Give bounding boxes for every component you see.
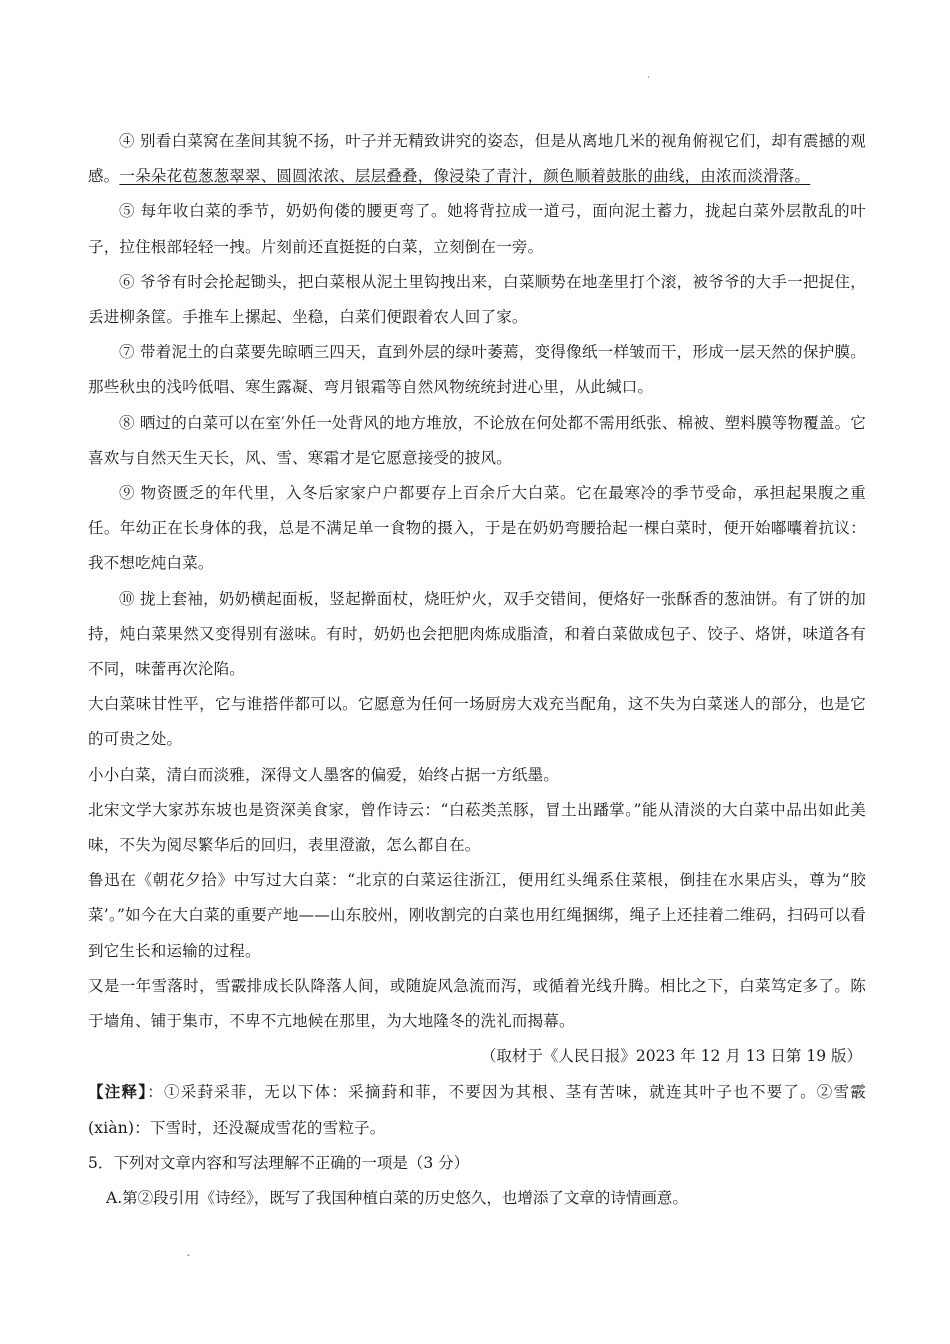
paragraph-15: 又是一年雪落时，雪霰排成长队降落人间，或随旋风急流而泻，或循着光线升腾。相比之下，白菜笃定多了。陈于墙角、铺于集市，不卑不亢地候在那里，为大地隆冬的洗礼而揭幕。 [88,976,866,1031]
paragraph-6: ⑥ 爷爷有时会抡起锄头，把白菜根从泥土里钩拽出来，白菜顺势在地垄里打个滚，被爷爷的大手一把捉住，丢进柳条筐。手推车上摞起、坐稳，白菜们便跟着农人回了家。 [88,272,866,327]
paragraph-9: ⑨ 物资匮乏的年代里，入冬后家家户户都要存上百余斤大白菜。它在最寒冷的季节受命，承担起果腹之重任。年幼正在长身体的我，总是不满足单一食物的摄入，于是在奶奶弯腰拾起一棵白菜时，便开始嘟囔着抗议：我不想吃炖白菜。 [88,484,866,573]
paragraph-8: ⑧ 晒过的白菜可以在室′外任一处背风的地方堆放，不论放在何处都不需用纸张、棉被、塑料膜等物覆盖。它喜欢与自然天生天长，风、雪、寒霜才是它愿意接受的披风。 [88,413,866,467]
paragraph-4-text: ④ 别看白菜窝在垄间其貌不扬，叶子并无精致讲究的姿态，但是从离地几米的视角俯视它们，却有震撼的观感。 [88,132,866,186]
article-body [88,124,866,1216]
paragraph-13: 北宋文学大家苏东坡也是资深美食家，曾作诗云：“白菘类羔豚，冒土出蹯掌。”能从清淡的大白菜中品出如此美味，不失为阅尽繁华后的回归，表里澄澈，怎么都自在。 [88,800,866,855]
annotation-heading: 【注释】 [88,1082,148,1102]
paragraph-5: ⑤ 每年收白菜的季节，奶奶佝偻的腰更弯了。她将背拉成一道弓，面向泥土蓄力，拢起白菜外层散乱的叶子，拉住根部轻轻一拽。片刻前还直挺挺的白菜，立刻倒在一旁。 [88,202,866,256]
question-5-option-a: A.第②段引用《诗经》，既写了我国种植白菜的历史悠久，也增添了文章的诗情画意。 [106,1189,688,1208]
paragraph-14: 鲁迅在《朝花夕拾》中写过大白菜：“北京的白菜运往浙江，便用红头绳系住菜根，倒挂在水果店头，尊为“胶菜’。”如今在大白菜的重要产地——山东胶州，刚收割完的白菜也用红绳捆绑，绳子上还挂着二维码，扫码可以看到它生长和运输的过程。 [88,871,866,960]
annotation [88,1074,866,1145]
source-citation: （取材于《人民日报》2023 年 12 月 13 日第 19 版） [480,1047,862,1066]
underlined-sentence: 一朵朵花苞葱葱翠翠、圆圆浓浓、层层叠叠，像浸染了青汁，颜色顺着鼓胀的曲线，由浓而淡滑落。 [119,167,811,186]
paragraph-12: 小小白菜，清白而淡雅，深得文人墨客的偏爱，始终占据一方纸墨。 [88,765,560,784]
annotation-text: ：①采葑采菲，无以下体：采摘葑和菲，不要因为其根、茎有苦味，就连其叶子也不要了。②雪霰(xiàn)：下雪时，还没凝成雪花的雪粒子。 [88,1083,866,1137]
question-5-stem: 5．下列对文章内容和写法理解不正确的一项是（3 分） [88,1153,470,1172]
paragraph-4 [88,124,866,194]
paragraph-7: ⑦ 带着泥土的白菜要先晾晒三四天，直到外层的绿叶萎蔫，变得像纸一样皱而干，形成一层天然的保护膜。那些秋虫的浅吟低唱、寒生露凝、弯月银霜等自然风物统统封进心里，从此缄口。 [88,343,866,397]
top-dot-mark: ˙ [646,76,651,87]
paragraph-11: 大白菜味甘性平，它与谁搭伴都可以。它愿意为任何一场厨房大戏充当配角，这不失为白菜迷人的部分，也是它的可贵之处。 [88,695,866,749]
bottom-dot-mark: ˛ [186,1246,191,1257]
paragraph-10: ⑩ 拢上套袖，奶奶横起面板，竖起擀面杖，烧旺炉火，双手交错间，便烙好一张酥香的葱油饼。有了饼的加持，炖白菜果然又变得别有滋味。有时，奶奶也会把肥肉炼成脂渣，和着白菜做成包子、饺子、烙饼，味道各有不同，味蕾再次沦陷。 [88,589,866,679]
